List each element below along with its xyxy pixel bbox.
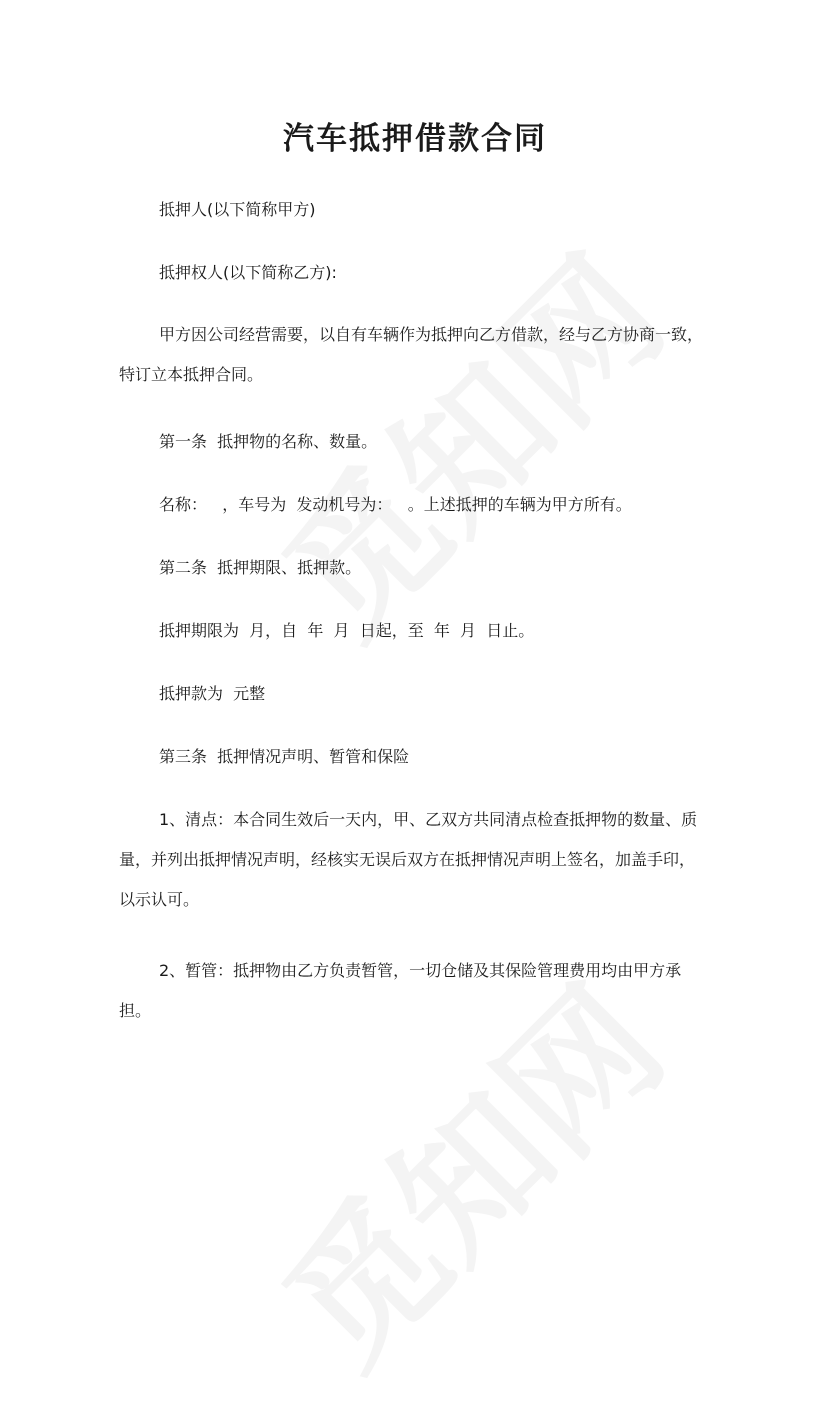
clause-inventory: 1、清点：本合同生效后一天内，甲、乙双方共同清点检查抵押物的数量、质量，并列出抵押情况声明，经核实无误后双方在抵押情况声明上签名，加盖手印，以示认可。 xyxy=(119,810,698,909)
article-1-heading: 第一条 抵押物的名称、数量。 xyxy=(159,432,378,451)
paragraph-preamble: 甲方因公司经营需要，以自有车辆作为抵押向乙方借款，经与乙方协商一致，特订立本抵押合同。 xyxy=(119,325,704,384)
document-title: 汽车抵押借款合同 xyxy=(283,121,547,157)
paragraph-vehicle-name: 名称： ，车号为 发动机号为： 。上述抵押的车辆为甲方所有。 xyxy=(159,495,632,514)
paragraph-mortgage-period: 抵押期限为 月，自 年 月 日起，至 年 月 日止。 xyxy=(159,621,535,640)
paragraph-mortgage-amount: 抵押款为 元整 xyxy=(159,684,266,703)
paragraph-mortgagee: 抵押权人(以下简称乙方): xyxy=(159,263,337,282)
article-2-heading: 第二条 抵押期限、抵押款。 xyxy=(159,558,362,577)
article-3-heading: 第三条 抵押情况声明、暂管和保险 xyxy=(159,747,410,766)
clause-custody: 2、暂管：抵押物由乙方负责暂管，一切仓储及其保险管理费用均由甲方承担。 xyxy=(119,961,682,1020)
paragraph-mortgagor: 抵押人(以下简称甲方) xyxy=(159,200,316,219)
